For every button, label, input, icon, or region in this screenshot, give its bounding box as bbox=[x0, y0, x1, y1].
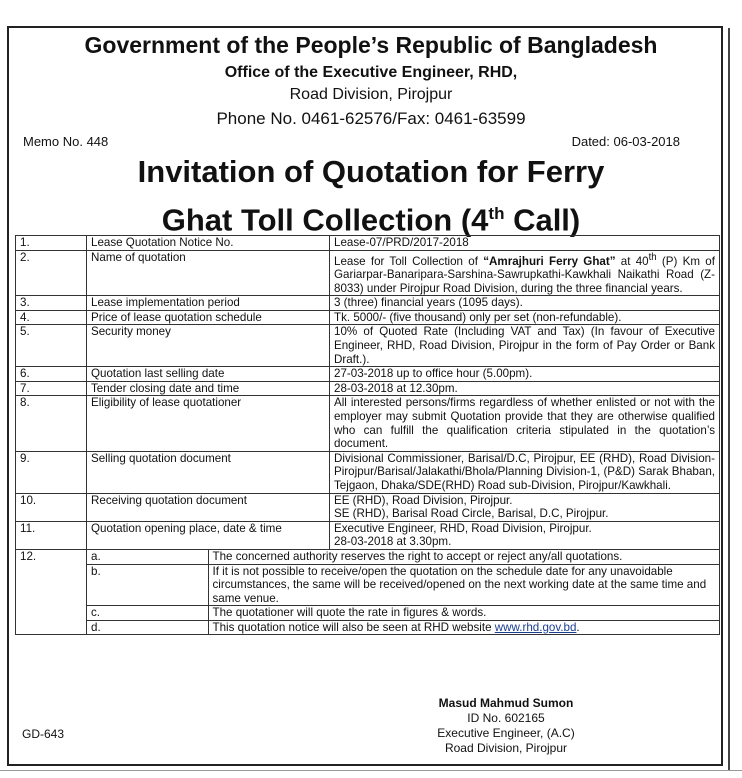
row-value: Tk. 5000/- (five thousand) only per set (non-refundable). bbox=[330, 310, 720, 325]
dated: Dated: 06-03-2018 bbox=[571, 134, 680, 149]
row-value-line: Executive Engineer, RHD, Road Division, Pirojpur. bbox=[334, 521, 592, 535]
page-edge bbox=[728, 28, 730, 770]
row-number: 9. bbox=[16, 451, 87, 493]
row-value bbox=[330, 521, 720, 549]
row-value: Lease-07/PRD/2017-2018 bbox=[330, 236, 720, 251]
row-value bbox=[330, 493, 720, 521]
row-value: 28-03-2018 at 12.30pm. bbox=[330, 381, 720, 396]
row-label: Quotation last selling date bbox=[87, 367, 330, 382]
row-number: 11. bbox=[16, 521, 87, 549]
office-heading: Office of the Executive Engineer, RHD, bbox=[224, 64, 518, 81]
row-label: Tender closing date and time bbox=[87, 381, 330, 396]
gd-number: GD-643 bbox=[22, 727, 65, 741]
phone-fax: Phone No. 0461-62576/Fax: 0461-63599 bbox=[216, 109, 526, 128]
row-label: Price of lease quotation schedule bbox=[87, 310, 330, 325]
row-label: Quotation opening place, date & time bbox=[87, 521, 330, 549]
row-value: 10% of Quoted Rate (Including VAT and Tax) (In favour of Executive Engineer, RHD, Road Division, Pirojpur in the form of Pay Order or Bank Draft.). bbox=[330, 325, 720, 367]
quotation-table bbox=[15, 235, 720, 635]
notice-title-line1: Invitation of Quotation for Ferry bbox=[137, 154, 605, 189]
row-number: 6. bbox=[16, 367, 87, 382]
table-row bbox=[16, 367, 720, 382]
page-bottom-edge bbox=[0, 770, 742, 771]
row-number: 3. bbox=[16, 296, 87, 311]
memo-number: Memo No. 448 bbox=[23, 134, 109, 149]
table-row bbox=[16, 451, 720, 493]
row-value-line: SE (RHD), Barisal Road Circle, Barisal, D.C, Pirojpur. bbox=[334, 507, 609, 521]
row-value: All interested persons/firms regardless of whether enlisted or not with the employer may submit Quotation provide that they are otherwise qualified who can fulfill the qualification criteria stipulated in the quotation’s document. bbox=[330, 396, 720, 451]
division-heading: Road Division, Pirojpur bbox=[289, 86, 453, 103]
signatory-id: ID No. 602165 bbox=[467, 711, 545, 725]
table-row bbox=[16, 325, 720, 367]
condition-letter: a. bbox=[87, 549, 209, 564]
row-label: Receiving quotation document bbox=[87, 493, 330, 521]
table-row bbox=[16, 396, 720, 451]
row-label: Security money bbox=[87, 325, 330, 367]
row-label: Selling quotation document bbox=[87, 451, 330, 493]
condition-text: The concerned authority reserves the right to accept or reject any/all quotations. bbox=[208, 549, 720, 564]
row-number: 10. bbox=[16, 493, 87, 521]
condition-text: This quotation notice will also be seen at RHD website www.rhd.gov.bd. bbox=[208, 620, 720, 635]
row-value: Lease for Toll Collection of “Amrajhuri Ferry Ghat” at 40th (P) Km of Gariarpar-Banaripara-Sarshina-Sawrupkathi-Kawkhali Naikathi Road (Z-8033) under Pirojpur Road Division, during the three financial years. bbox=[330, 250, 720, 296]
row-label: Eligibility of lease quotationer bbox=[87, 396, 330, 451]
signatory-name: Masud Mahmud Sumon bbox=[438, 696, 574, 710]
condition-letter: c. bbox=[87, 606, 209, 621]
row-number: 7. bbox=[16, 381, 87, 396]
condition-letter: b. bbox=[87, 564, 209, 606]
row-value-line: EE (RHD), Road Division, Pirojpur. bbox=[334, 493, 513, 507]
table-row bbox=[16, 620, 720, 635]
row-number: 12. bbox=[16, 549, 87, 635]
table-row bbox=[16, 606, 720, 621]
rhd-website-link[interactable]: www.rhd.gov.bd bbox=[494, 620, 577, 634]
table-row bbox=[16, 250, 720, 296]
notice-title-line2: Ghat Toll Collection (4th Call) bbox=[161, 202, 581, 238]
signatory-designation: Executive Engineer, (A.C) bbox=[437, 726, 575, 740]
row-value: Divisional Commissioner, Barisal/D.C, Pirojpur, EE (RHD), Road Division-Pirojpur/Barisal/Jalakathi/Bhola/Planning Division-1, (P&D) Sarak Bhaban, Tejgaon, Dhaka/SDE(RHD) Road sub-Division, Pirojpur/Kawkhali. bbox=[330, 451, 720, 493]
table-row bbox=[16, 381, 720, 396]
table-row bbox=[16, 310, 720, 325]
row-number: 2. bbox=[16, 250, 87, 296]
row-label: Lease implementation period bbox=[87, 296, 330, 311]
row-number: 8. bbox=[16, 396, 87, 451]
condition-text: If it is not possible to receive/open the quotation on the schedule date for any unavoidable circumstances, the same will be received/opened on the next working date at the same time and same venue. bbox=[208, 564, 720, 606]
table-row bbox=[16, 549, 720, 564]
row-label: Lease Quotation Notice No. bbox=[87, 236, 330, 251]
row-number: 5. bbox=[16, 325, 87, 367]
table-row bbox=[16, 236, 720, 251]
row-number: 1. bbox=[16, 236, 87, 251]
condition-letter: d. bbox=[87, 620, 209, 635]
row-value-line: 28-03-2018 at 3.30pm. bbox=[334, 535, 452, 549]
table-row bbox=[16, 564, 720, 606]
row-value: 27-03-2018 up to office hour (5.00pm). bbox=[330, 367, 720, 382]
table-row bbox=[16, 521, 720, 549]
row-value: 3 (three) financial years (1095 days). bbox=[330, 296, 720, 311]
row-label: Name of quotation bbox=[87, 250, 330, 296]
row-number: 4. bbox=[16, 310, 87, 325]
table-row bbox=[16, 296, 720, 311]
government-heading: Government of the People’s Republic of Bangladesh bbox=[84, 32, 658, 58]
condition-text: The quotationer will quote the rate in figures & words. bbox=[208, 606, 720, 621]
table-row bbox=[16, 493, 720, 521]
signatory-office: Road Division, Pirojpur bbox=[444, 741, 568, 755]
